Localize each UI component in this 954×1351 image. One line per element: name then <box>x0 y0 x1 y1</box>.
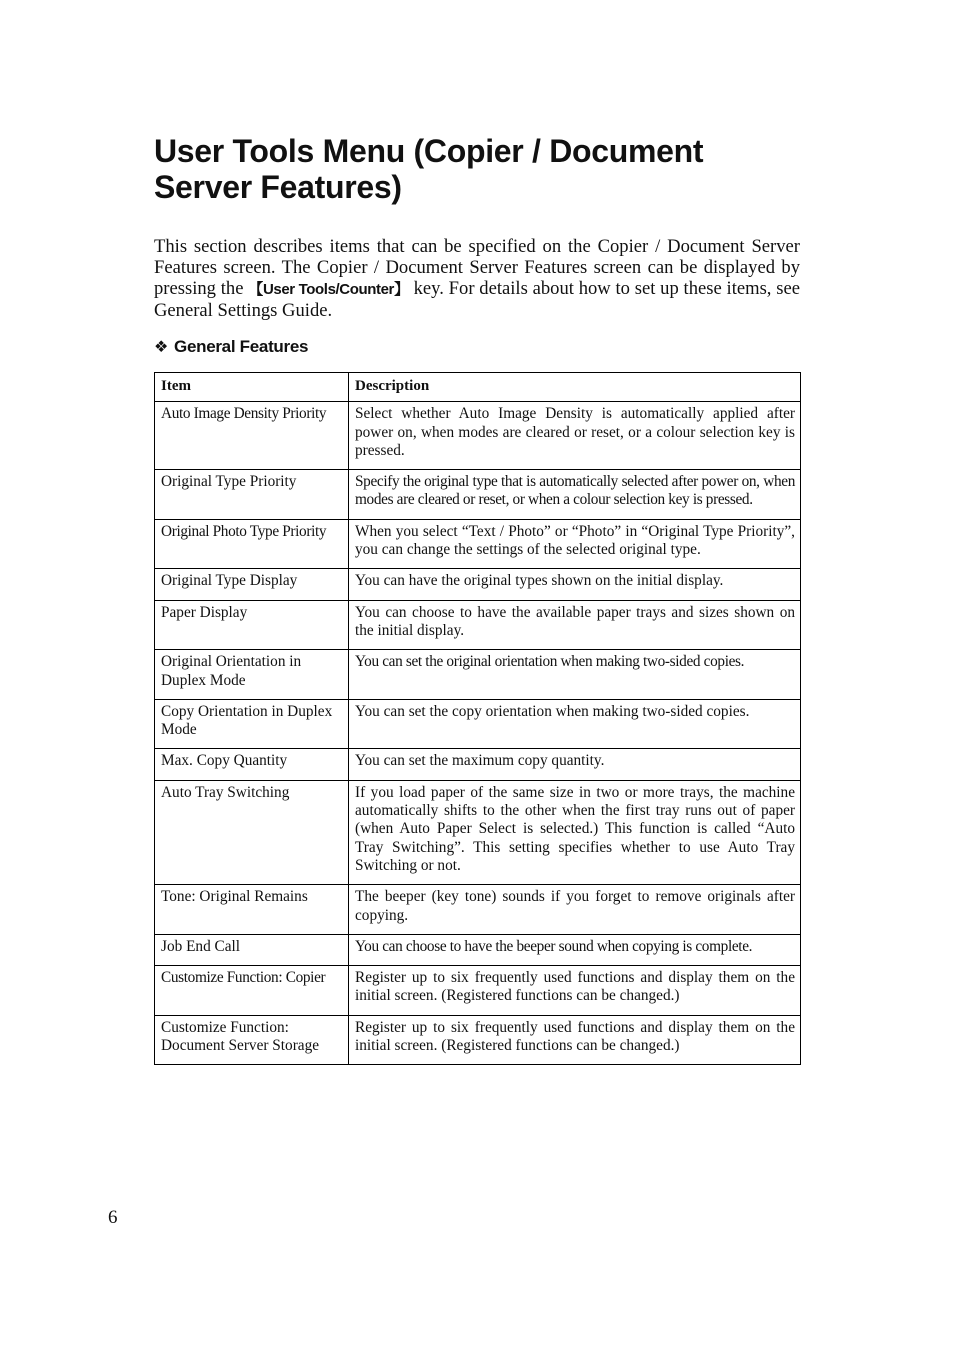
description-cell: You can choose to have the beeper sound when copying is complete. <box>349 934 801 965</box>
column-header-item: Item <box>155 373 349 402</box>
intro-text-end: key. For details about how to set up these items, see General Settings Guide. <box>154 278 800 321</box>
table-row <box>155 470 801 520</box>
table-row <box>155 699 801 749</box>
description-cell: You can set the original orientation when making two-sided copies. <box>349 650 801 700</box>
page-number: 6 <box>108 1207 118 1228</box>
description-cell: Specify the original type that is automatically selected after power on, when modes are cleared or reset, or when a colour selection key is pressed. <box>349 470 801 520</box>
item-cell: Original Orientation in Duplex Mode <box>155 650 349 700</box>
description-cell: The beeper (key tone) sounds if you forget to remove originals after copying. <box>349 885 801 935</box>
table-row <box>155 402 801 470</box>
item-cell: Customize Function: Copier <box>155 966 349 1016</box>
description-cell: Select whether Auto Image Density is automatically applied after power on, when modes are cleared or reset, or a colour selection key is pressed. <box>349 402 801 470</box>
description-cell: You can have the original types shown on the initial display. <box>349 569 801 600</box>
description-cell: Register up to six frequently used functions and display them on the initial screen. (Registered functions can be changed.) <box>349 1015 801 1065</box>
intro-text-start: This section describes items that can be specified on the Copier / Document Server Features screen. The Copier / Document Server Features screen can be displayed by pressing the <box>154 236 800 299</box>
item-cell: Tone: Original Remains <box>155 885 349 935</box>
description-cell: You can set the maximum copy quantity. <box>349 749 801 780</box>
item-cell: Original Type Priority <box>155 470 349 520</box>
table-row <box>155 650 801 700</box>
description-cell: If you load paper of the same size in two or more trays, the machine automatically shifts to the other when the first tray runs out of paper (when Auto Paper Select is selected.) This function is called “Auto Tray Switching”. This setting specifies whether to use Auto Tray Switching or not. <box>349 780 801 884</box>
description-cell: You can choose to have the available paper trays and sizes shown on the initial display. <box>349 600 801 650</box>
table-row <box>155 1015 801 1065</box>
column-header-description: Description <box>349 373 801 402</box>
description-cell: When you select “Text / Photo” or “Photo” in “Original Type Priority”, you can change the settings of the selected original type. <box>349 519 801 569</box>
item-cell: Auto Image Density Priority <box>155 402 349 470</box>
item-cell: Paper Display <box>155 600 349 650</box>
item-cell: Job End Call <box>155 934 349 965</box>
table-row <box>155 885 801 935</box>
table-row <box>155 934 801 965</box>
item-cell: Original Type Display <box>155 569 349 600</box>
table-header-row <box>155 373 801 402</box>
table-row <box>155 966 801 1016</box>
description-cell: You can set the copy orientation when making two-sided copies. <box>349 699 801 749</box>
item-cell: Original Photo Type Priority <box>155 519 349 569</box>
intro-paragraph <box>154 236 800 321</box>
section-heading-label: General Features <box>174 337 309 356</box>
item-cell: Copy Orientation in Duplex Mode <box>155 699 349 749</box>
diamond-bullet-icon: ❖ <box>154 337 169 356</box>
description-cell: Register up to six frequently used functions and display them on the initial screen. (Registered functions can be changed.) <box>349 966 801 1016</box>
general-features-table <box>154 372 801 1065</box>
user-tools-counter-key: 【User Tools/Counter】 <box>248 281 409 298</box>
table-row <box>155 569 801 600</box>
table-row <box>155 519 801 569</box>
item-cell: Max. Copy Quantity <box>155 749 349 780</box>
item-cell: Auto Tray Switching <box>155 780 349 884</box>
table-row <box>155 780 801 884</box>
table-row <box>155 749 801 780</box>
item-cell: Customize Function: Document Server Storage <box>155 1015 349 1065</box>
page-title: User Tools Menu (Copier / Document Server Features) <box>154 133 704 205</box>
section-heading <box>154 337 308 357</box>
table-row <box>155 600 801 650</box>
